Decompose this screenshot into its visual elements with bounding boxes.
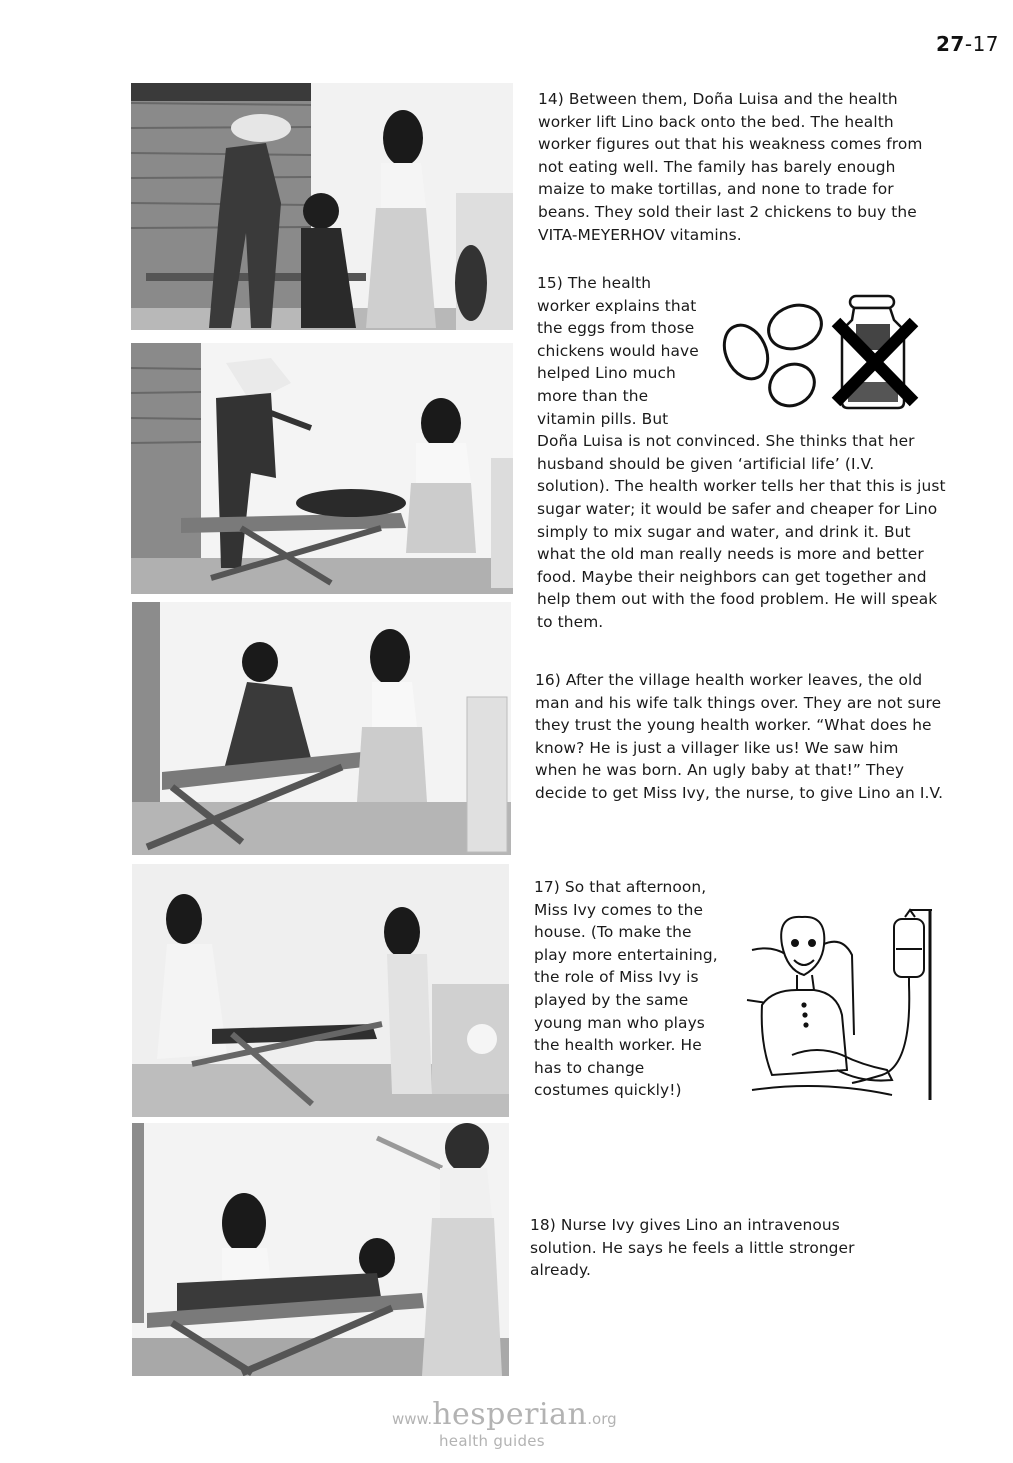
step-17-line: has to change [534,1058,645,1077]
photo-step-16 [132,602,511,855]
step-14-paragraph: 14) Between them, Doña Luisa and the health worker lift Lino back onto the bed. The health worker figures out that his weakness comes from not eating well. The family has barely enough maize to make tortillas, and none to trade for beans. They sold their last 2 chickens to buy the VITA-MEYERHOV vitamins. [538,90,923,244]
photo-step-17 [132,864,509,1117]
step-17-intro [534,876,739,1102]
footer-prefix: www. [392,1410,433,1428]
step-16-paragraph: 16) After the village health worker leaves, the old man and his wife talk things over. They are not sure they trust the young health worker. “What does he know? He is just a villager like us! We saw him when he was born. An ugly baby at that!” They decide to get Miss Ivy, the nurse, to give Lino an I.V. [535,671,944,802]
step-17-line: 17) So that afternoon, [534,878,707,896]
footer-suffix: .org [587,1410,617,1428]
step-17-line: young man who plays [534,1013,705,1032]
step-15-line: 15) The health [537,274,652,292]
step-15-line: helped Lino much [537,364,676,383]
step-14-text [538,88,938,246]
page-number: 27-17 [936,32,1000,56]
sick-man-iv-illustration [742,905,940,1105]
eggs-and-crossed-vitamins-illustration [718,290,928,412]
footer-brand: hesperian [432,1397,588,1432]
step-15-line: worker explains that [537,296,697,315]
iv-stand-icon [852,910,932,1100]
footer-tagline: health guides [439,1432,545,1450]
step-17-line: Miss Ivy comes to the [534,900,704,919]
step-17-line: played by the same [534,990,689,1009]
step-18-text [530,1214,900,1282]
step-17-line: the health worker. He [534,1036,702,1055]
step-15-line: vitamin pills. But [537,409,669,428]
chapter-number: 27 [936,32,965,56]
hesperian-footer-logo[interactable] [392,1398,632,1450]
step-16-text [535,669,945,805]
step-15-paragraph: Doña Luisa is not convinced. She thinks that her husband should be given ‘artificial life’ (I.V. solution). The health worker tells her that this is just sugar water; it would be safer and cheaper for Lino simply to mix sugar and water, and drink it. But what the old man really needs is more and better food. Maybe their neighbors can get together and help them out with the food problem. He will speak to them. [537,432,946,631]
step-17-line: house. (To make the [534,923,692,942]
photo-step-15 [131,343,513,594]
step-15-line: more than the [537,386,649,405]
photo-step-14 [131,83,513,330]
step-17-line: the role of Miss Ivy is [534,968,699,987]
egg-icon [718,298,828,412]
step-15-intro [537,272,727,430]
sick-man-icon [762,917,892,1081]
step-18-paragraph: 18) Nurse Ivy gives Lino an intravenous solution. He says he feels a little stronger already. [530,1216,855,1280]
page-number-value: 17 [972,32,1000,56]
step-15-line: chickens would have [537,341,699,360]
step-15-line: the eggs from those [537,319,695,338]
step-17-line: play more entertaining, [534,945,718,964]
photo-step-18 [132,1123,509,1376]
step-17-line: costumes quickly!) [534,1081,682,1100]
footer-url [392,1398,632,1432]
